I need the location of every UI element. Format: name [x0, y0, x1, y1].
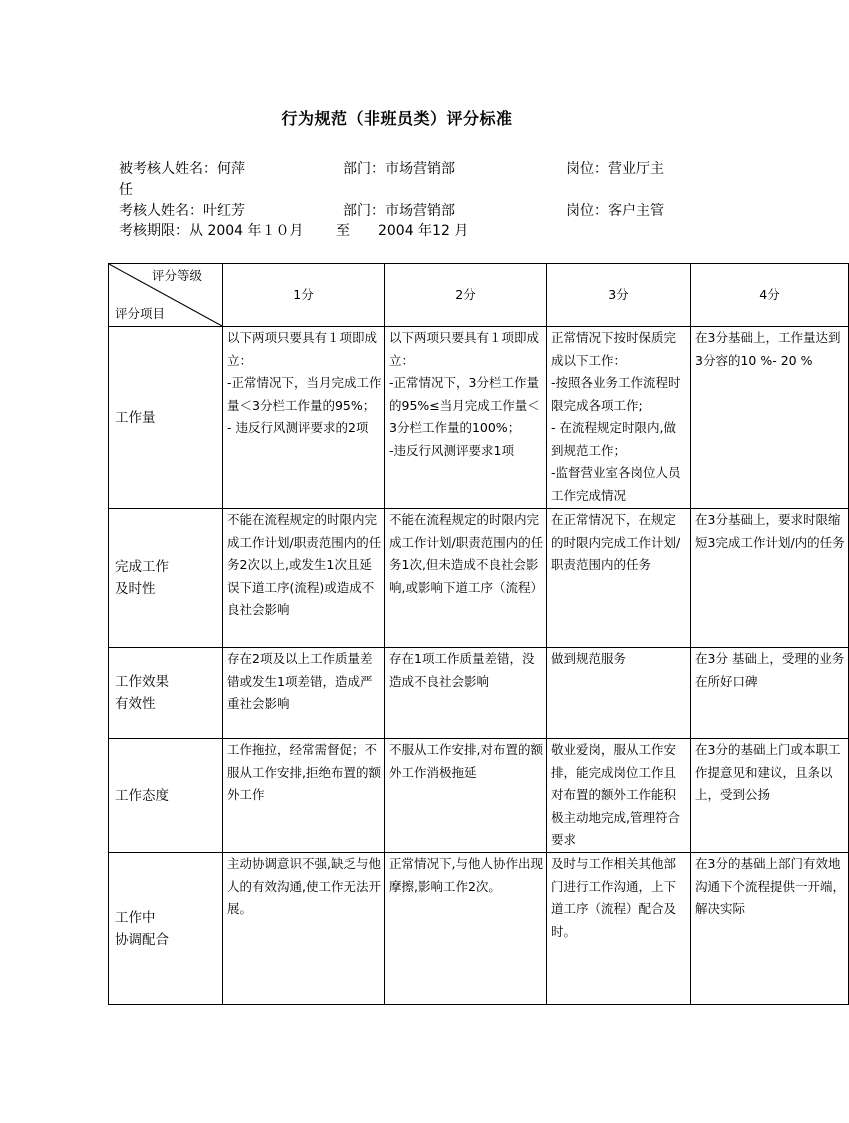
examinee-department: 部门：市场营销部 — [343, 161, 455, 177]
examinee-position-wrap: 任 — [119, 182, 133, 198]
table-row — [109, 853, 849, 1005]
row-label-attitude: 工作态度 — [109, 739, 223, 853]
table-cell: 存在1项工作质量差错，没造成不良社会影响 — [385, 648, 547, 739]
level-header-3: 3分 — [547, 264, 691, 327]
scoring-table — [108, 263, 849, 1005]
examinee-position: 岗位：营业厅主 — [566, 161, 664, 177]
document-title: 行为规范（非班员类）评分标准 — [281, 109, 513, 128]
row-label-effectiveness: 工作效果 有效性 — [109, 648, 223, 739]
table-cell: 在3分基础上，要求时限缩短3完成工作计划/内的任务 — [691, 509, 849, 648]
level-header-2: 2分 — [385, 264, 547, 327]
corner-item-label: 评分项目 — [115, 305, 166, 321]
table-cell: 以下两项只要具有１项即成立： -正常情况下，当月完成工作量＜3分栏工作量的95%； - 违反行风测评要求的2项 — [223, 327, 385, 509]
row-label-coordination: 工作中 协调配合 — [109, 853, 223, 1005]
table-cell: 正常情况下按时保质完成以下工作： -按照各业务工作流程时限完成各项工作; - 在流程规定时限内,做到规范工作； -监督营业室各岗位人员工作完成情况 — [547, 327, 691, 509]
table-cell: 敬业爱岗，服从工作安排，能完成岗位工作且对布置的额外工作能积极主动地完成,管理符合要求 — [547, 739, 691, 853]
table-corner-cell — [109, 264, 223, 327]
table-cell: 以下两项只要具有１项即成立： -正常情况下，3分栏工作量的95%≤当月完成工作量＜3分栏工作量的100%； -违反行风测评要求1项 — [385, 327, 547, 509]
table-row — [109, 648, 849, 739]
examiner-position: 岗位：客户主管 — [566, 203, 664, 219]
table-row — [109, 509, 849, 648]
level-header-1: 1分 — [223, 264, 385, 327]
row-label-workload: 工作量 — [109, 327, 223, 509]
assessment-period: 考核期限：从 2004 年１０月 至 2004 年12 月 — [119, 223, 469, 239]
table-cell: 主动协调意识不强,缺乏与他人的有效沟通,使工作无法开展。 — [223, 853, 385, 1005]
table-header-row — [109, 264, 849, 327]
table-cell: 不服从工作安排,对布置的额外工作消极拖延 — [385, 739, 547, 853]
table-cell: 做到规范服务 — [547, 648, 691, 739]
examinee-name: 被考核人姓名：何萍 — [119, 161, 245, 177]
corner-level-label: 评分等级 — [151, 268, 202, 283]
table-cell: 不能在流程规定的时限内完成工作计划/职责范围内的任务2次以上,或发生1次且延误下道工序(流程)或造成不良社会影响 — [223, 509, 385, 648]
table-row — [109, 739, 849, 853]
table-cell: 在正常情况下，在规定的时限内完成工作计划/职责范围内的任务 — [547, 509, 691, 648]
level-header-4: 4分 — [691, 264, 849, 327]
table-cell: 不能在流程规定的时限内完成工作计划/职责范围内的任务1次,但未造成不良社会影响,或影响下道工序（流程） — [385, 509, 547, 648]
table-cell: 正常情况下,与他人协作出现摩擦,影响工作2次。 — [385, 853, 547, 1005]
table-row — [109, 327, 849, 509]
examiner-name: 考核人姓名：叶红芳 — [119, 203, 245, 219]
table-cell: 在3分的基础上门或本职工作提意见和建议，且条以上，受到公扬 — [691, 739, 849, 853]
table-cell: 工作拖拉，经常需督促；不服从工作安排,拒绝布置的额外工作 — [223, 739, 385, 853]
table-cell: 及时与工作相关其他部门进行工作沟通，上下道工序（流程）配合及时。 — [547, 853, 691, 1005]
table-cell: 存在2项及以上工作质量差错或发生1项差错，造成严重社会影响 — [223, 648, 385, 739]
table-cell: 在3分 基础上，受理的业务在所好口碑 — [691, 648, 849, 739]
table-cell: 在3分的基础上部门有效地沟通下个流程提供一开端，解决实际 — [691, 853, 849, 1005]
row-label-timeliness: 完成工作 及时性 — [109, 509, 223, 648]
examiner-department: 部门：市场营销部 — [343, 203, 455, 219]
table-cell: 在3分基础上，工作量达到3分容的10 %- 20 % — [691, 327, 849, 509]
